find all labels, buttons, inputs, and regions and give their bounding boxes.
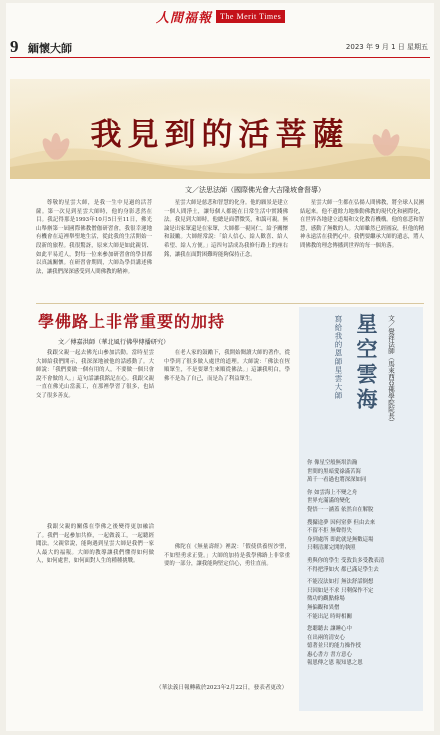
article-column — [36, 199, 152, 299]
article-column — [164, 543, 290, 679]
poem-line: 搜攝途夢 因何窒夢 但由去來 — [307, 519, 376, 526]
article-column — [36, 349, 154, 519]
brand-name-en: The Merit Times — [216, 10, 285, 23]
article-subtitle: 學佛路上非常重要的加持 — [38, 312, 226, 331]
poem-line: 不留不拒 無聲得失 — [307, 528, 352, 535]
header-divider — [10, 57, 430, 58]
paragraph: 星雲大師是慈悲和智慧的化身。他的願景是建立一個人間淨土，讓每個人都能在日常生活中實踐佛法。我見到大師時，他總是面帶微笑，和藹可親。無論是出家眾還是在家眾，大師都一視同仁，給予關懷和鼓勵。大師經常說：「給人信心、給人歡喜、給人希望、給人方便。」這四句話成為我修行路上的座右銘，讓我在面對困難時能夠保持正念。 — [164, 200, 288, 258]
poem-line: 不能出記 時時相關 — [307, 613, 352, 620]
poem-line: 勇與你的學生 受敦負多受教表清 — [307, 557, 385, 564]
paragraph: 尊敬的星雲大師，是我一生中見過的活菩薩。第一次見到星雲大師時，他的身影悲然在目。我記得那是1993年10月5日至11日，佛光山舉辦第一屆國際佛教僧伽研習會，我很幸運地有機會在這裡舉聖地生活，從此我的生活開始一段新的旅程。我很驚訝，原來大師是如此親切、如此平易近人，對每一位來參加研習會的學員都以真誠關懷。在研習會期間，大師為學員講述佛法，讓我們深深感受到人間佛教的精神。 — [36, 200, 152, 275]
paragraph: 在老人家的鼓勵下，我開始閱讀大師的著作，從中學到了很多做人處世的道理。大師說：「佛法在恆順眾生，不是要眾生來順從佛法。」這讓我明白，學佛不是為了自己，而是為了利益眾生。 — [164, 350, 290, 382]
poem-title: 星空雲海 — [354, 313, 378, 413]
article-title: 我見到的活菩薩 — [90, 117, 350, 153]
poem-line: 你 像星空般無垠浩瀚 — [307, 460, 358, 466]
paragraph: 佛陀在《無量壽經》裡說：「假使供養恆沙聖，不如堅勇求正覺。」大師的加持是我學佛路上非常重要的一部分，讓我能夠堅定信心，勇往直前。 — [164, 544, 290, 568]
poem-line: 惠心書方 書方意心 — [307, 651, 352, 658]
poem-line: 在出兩的清安心 — [307, 634, 345, 641]
article-column — [36, 523, 154, 711]
poem-line: 不能沒法如打 無法舒話倒想 — [307, 579, 374, 586]
article-column — [164, 199, 288, 299]
poem-line: 無偏觀和異僧 — [307, 604, 340, 611]
newspaper-page — [6, 3, 434, 731]
poem-line: 覺悟一一涵蓋 依然自在解脫 — [307, 506, 374, 513]
poem-line: 只剩清潔完開的執照 — [307, 545, 356, 552]
issue-date: 2023 年 9 月 1 日 星期五 — [345, 43, 428, 51]
poem-panel — [299, 307, 423, 711]
poem-subtitle: 寫給我的恩師星雲大師 — [334, 315, 343, 400]
poem-line: 世間的黑暗愛祿滿苦海 — [307, 468, 361, 475]
poem-line: 徵功的觀點條場 — [307, 596, 345, 603]
poem-body — [307, 459, 417, 668]
paragraph: 我跟父親的關係在學佛之後變得更加融洽了。我們一起參加共修，一起做義工，一起聽經聞法。父親常說，能夠遇到星雲大師是我們一家人最大的福報。大師的教導讓我們懂得如何做人，如何處世，如何面對人生的種種挑戰。 — [36, 524, 154, 565]
poem-line: 只因如是不求 只剩保作不定 — [307, 587, 374, 594]
poem-line: 萬千一看過也將深深如同 — [307, 477, 367, 484]
brand-name-cn: 人間福報 — [156, 10, 213, 26]
poem-line: 您聽聽去 讓睡心中 — [307, 626, 352, 633]
article-note: （華法義日報轉載於2023年2月22日，發表者更改） — [156, 685, 288, 691]
section-divider — [36, 303, 424, 304]
masthead — [6, 3, 434, 31]
article-column — [164, 349, 290, 539]
article-column — [300, 199, 424, 299]
poem-author: 文／覺祥法師（馬來西亞佛學院院長） — [387, 315, 395, 426]
poem-line: 不得把淨如火 都已滿足學生去 — [307, 566, 379, 573]
title-banner — [10, 79, 430, 179]
poem-line: 憶著並只的能力操作授 — [307, 643, 361, 650]
brand-logo — [156, 7, 285, 25]
paragraph: 我跟父親一起去佛光山參加活動。當時星雲大師給我們開示，我深深地被他的話感動了。大師說：「我們要做一個有用的人，不要做一個只會說不會做的人。」這句話讓我銘記在心。我跟父親一直在佛光山當義工，在那裡學習了很多，也結交了很多善友。 — [36, 350, 154, 399]
page-number: 9 — [10, 37, 19, 56]
article-byline: 文／傅嘉洪師（華北風行佛學傳播研究） — [58, 339, 170, 346]
paragraph: 星雲大師一生都在弘揚人間佛教，將全球人民團結起來。他不遺餘力地推動佛教的現代化和國際化，在世界各地建立道場和文化教育機構。他的慈悲和智慧，感動了無數的人。大師雖然已經圓寂，但他的精神永遠活在我們心中。我們要繼承大師的遺志，將人間佛教的理念傳播到世界的每一個角落。 — [300, 200, 424, 249]
section-title: 緬懷大師 — [28, 42, 72, 55]
poem-line: 你 如雲海上不變之舟 — [307, 489, 358, 496]
article-byline: 文／法思法師（國際佛光會大吉隆坡會督導） — [185, 186, 325, 194]
poem-line: 世界充滿滿的變化 — [307, 498, 351, 505]
poem-line: 身到處所 即此就是無數這場 — [307, 536, 374, 543]
poem-line: 報恩傳之恩 報知恩之恩 — [307, 660, 363, 667]
